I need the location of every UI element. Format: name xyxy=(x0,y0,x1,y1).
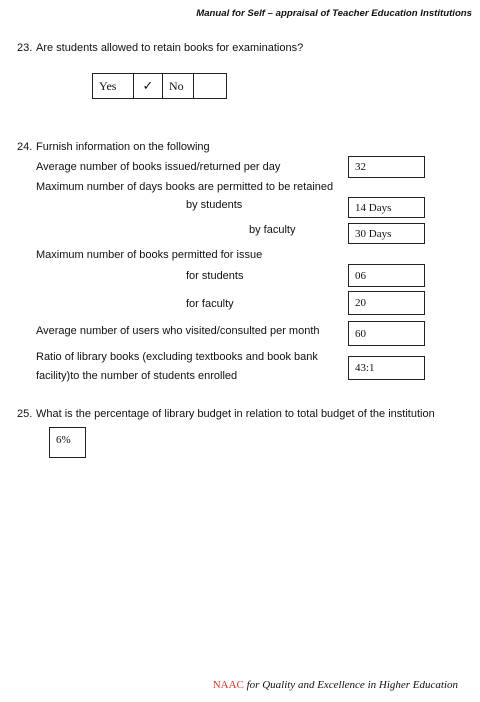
avg-users-label: Average number of users who visited/consulted per month xyxy=(36,325,320,337)
q25-text: What is the percentage of library budget in relation to total budget of the institution xyxy=(36,408,435,420)
no-check-cell xyxy=(194,74,227,99)
yes-check-cell: ✓ xyxy=(134,74,163,99)
ratio-label-line1: Ratio of library books (excluding textbooks and book bank xyxy=(36,351,318,363)
budget-percentage-value: 6% xyxy=(49,427,86,458)
ratio-value: 43:1 xyxy=(348,356,425,380)
for-faculty-value: 20 xyxy=(348,291,425,315)
yes-no-table xyxy=(92,73,227,99)
max-books-label: Maximum number of books permitted for issue xyxy=(36,249,263,261)
by-students-value: 14 Days xyxy=(348,197,425,218)
for-students-label: for students xyxy=(186,270,244,282)
max-days-label: Maximum number of days books are permitted to be retained xyxy=(36,181,334,193)
for-students-value: 06 xyxy=(348,264,425,287)
avg-users-value: 60 xyxy=(348,321,425,346)
for-faculty-label: for faculty xyxy=(186,298,234,310)
by-faculty-value: 30 Days xyxy=(348,223,425,244)
ratio-label-line2: facility)to the number of students enrolled xyxy=(36,370,238,382)
avg-issued-label: Average number of books issued/returned per day xyxy=(36,161,281,173)
no-label: No xyxy=(163,74,194,99)
avg-issued-value: 32 xyxy=(348,156,425,178)
by-students-label: by students xyxy=(186,199,243,211)
footer-tagline: for Quality and Excellence in Higher Education xyxy=(243,679,458,691)
q23-number: 23. xyxy=(17,42,33,54)
q24-text: Furnish information on the following xyxy=(36,141,210,153)
q24-number: 24. xyxy=(17,141,33,153)
page-footer xyxy=(213,679,458,691)
q23-text: Are students allowed to retain books for examinations? xyxy=(36,42,304,54)
yes-label: Yes xyxy=(93,74,134,99)
q25-number: 25. xyxy=(17,408,33,420)
naac-brand: NAAC xyxy=(212,679,244,691)
by-faculty-label: by faculty xyxy=(249,224,296,236)
page-header: Manual for Self – appraisal of Teacher Education Institutions xyxy=(196,8,472,19)
